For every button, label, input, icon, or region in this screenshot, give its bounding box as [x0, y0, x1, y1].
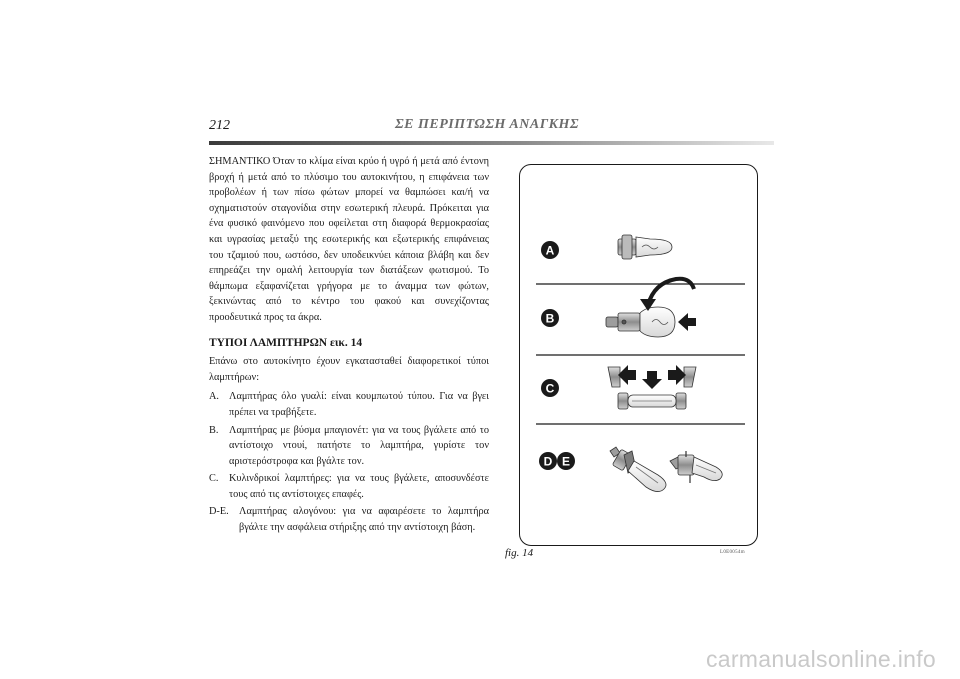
rotate-arrow-icon: [648, 279, 694, 305]
list-item: [209, 471, 489, 502]
figure-caption: fig. 14: [505, 547, 534, 559]
pull-right-arrow-icon: [668, 365, 686, 385]
badge-letter: C: [545, 381, 555, 396]
bulb-type-list: [209, 389, 489, 535]
halogen-bulb-d: [610, 447, 666, 492]
list-item: [209, 389, 489, 420]
page-header-title: ΣΕ ΠΕΡΙΠΤΩΣΗ ΑΝΑΓΚΗΣ: [395, 117, 580, 132]
list-marker: D-E.: [209, 506, 229, 518]
list-text: Λαμπτήρας όλο γυαλί: είναι κουμπωτού τύπου. Για να βγει πρέπει να τραβήξετε.: [229, 391, 489, 418]
intro-paragraph: Επάνω στο αυτοκίνητο έχουν εγκατασταθεί διαφορετικοί τύποι λαμπτήρων:: [209, 356, 489, 383]
list-text: Κυλινδρικοί λαμπτήρες: για να τους βγάλετε, αποσυνδέστε τους από τις αντίστοιχες επαφές.: [229, 473, 489, 500]
label-badge-b: [541, 309, 559, 327]
pull-left-arrow-icon: [618, 365, 636, 385]
halogen-bulb-e: [670, 451, 722, 483]
badge-letter: E: [561, 454, 571, 469]
list-text: Λαμπτήρας με βύσμα μπαγιονέτ: για να τους βγάλετε από το αντίστοιχο ντουί, πατήστε το λαμπτήρα, γυρίστε τον αριστερόστροφα και βγάλτε τον.: [229, 424, 489, 467]
label-badge-d: [539, 452, 557, 470]
list-marker: C.: [209, 473, 219, 485]
bulb-illustration: [520, 165, 757, 545]
label-badge-e: [557, 452, 575, 470]
badge-letter: A: [545, 243, 555, 258]
figure-code: L0E0054m: [720, 550, 745, 555]
page-number: 212: [209, 118, 230, 133]
note-paragraph: ΣΗΜΑΝΤΙΚΟ Όταν το κλίμα είναι κρύο ή υγρό ή μετά από έντονη βροχή ή μετά από το πλύσιμο του αυτοκινήτου, η επιφάνεια των προβολέων ή των πίσω φώτων μπορεί να θαμπώσει και/ή να σχηματιστούν σταγονίδια στην εσωτερική πλευρά. Πρόκειται για ένα φυσικό φαινόμενο που οφείλεται στη διαφορά θερμοκρασίας και υγρασίας μεταξύ της εσωτερικής και εξωτερικής επιφάνειας του τζαμιού που, ωστόσο, δεν υποδεικνύει κάποια βλάβη και δεν επηρεάζει την ομαλή λειτουργία των διατάξεων φωτισμού. Το θάμπωμα εξαφανίζεται γρήγορα με το άναμμα των φώτων, ξεκινώντας από το κέντρο του φακού και συνεχίζοντας προοδευτικά προς τα άκρα.: [209, 156, 489, 323]
list-item: [209, 423, 489, 470]
watermark: carmanualsonline.info: [705, 646, 936, 672]
figure-box: [519, 164, 758, 546]
label-badge-a: [541, 241, 559, 259]
glass-wedge-bulb: [618, 235, 672, 259]
list-marker: B.: [209, 424, 219, 436]
badge-letter: B: [545, 311, 555, 326]
section-heading: ΤΥΠΟΙ ΛΑΜΠΤΗΡΩΝ εικ. 14: [209, 336, 363, 349]
bayonet-bulb: [606, 307, 675, 337]
push-arrow-icon: [678, 313, 696, 331]
list-marker: A.: [209, 391, 220, 403]
list-item: [209, 504, 489, 535]
press-down-arrow-icon: [642, 371, 662, 389]
header-rule: [209, 141, 774, 145]
text-column: [209, 154, 489, 538]
label-badge-c: [541, 379, 559, 397]
list-text: Λαμπτήρας αλογόνου: για να αφαιρέσετε το λαμπτήρα βγάλτε την ασφάλεια στήριξης από την αντίστοιχη βάση.: [239, 506, 489, 534]
badge-letter: D: [543, 454, 553, 469]
